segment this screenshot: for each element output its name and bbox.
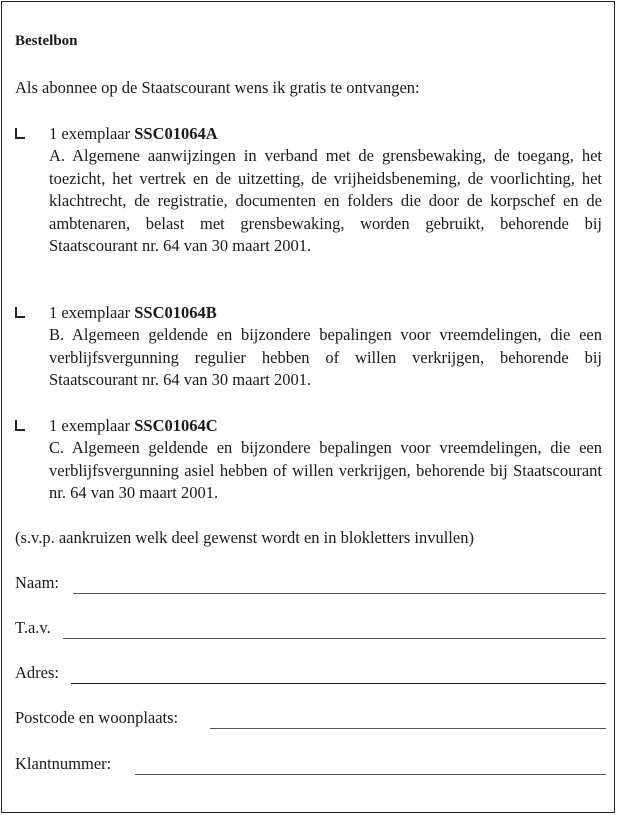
option-a-prefix: 1 exemplaar <box>49 124 135 143</box>
form-title: Bestelbon <box>15 33 78 49</box>
option-c-code: SSC01064C <box>134 416 218 435</box>
klantnummer-field[interactable] <box>15 753 606 777</box>
checkbox-b[interactable] <box>15 307 25 320</box>
klantnummer-line[interactable] <box>135 774 606 775</box>
checkbox-icon <box>15 420 25 431</box>
postcode-label: Postcode en woonplaats: <box>15 708 179 727</box>
option-a-heading <box>49 123 218 145</box>
adres-line[interactable] <box>71 683 606 684</box>
option-c-prefix: 1 exemplaar <box>49 416 135 435</box>
postcode-field[interactable] <box>15 707 606 731</box>
checkbox-a[interactable] <box>15 128 25 141</box>
checkbox-icon <box>15 307 25 318</box>
naam-line[interactable] <box>73 593 606 594</box>
tav-label: T.a.v. <box>15 618 51 637</box>
adres-label: Adres: <box>15 663 59 682</box>
naam-field[interactable] <box>15 572 606 596</box>
option-a-description: A. Algemene aanwijzingen in verband met de grensbewaking, de toegang, het toezicht, het vertrek en de uitzetting, de vrijheidsbeneming, de voorlichting, het klachtrecht, de registratie, documenten en folders die door de korpschef en de ambtenaren, belast met grensbewaking, worden gebruikt, behorende bij Staatscourant nr. 64 van 30 maart 2001. <box>49 146 602 255</box>
adres-field[interactable] <box>15 662 606 686</box>
option-b-heading <box>49 302 217 324</box>
order-form <box>1 1 615 813</box>
tav-field[interactable] <box>15 617 606 641</box>
option-a-code: SSC01064A <box>134 124 218 143</box>
option-b-description: B. Algemeen geldende en bijzondere bepalingen voor vreemdelingen, die een verblijfsvergunning regulier hebben of willen verkrijgen, behorende bij Staatscourant nr. 64 van 30 maart 2001. <box>49 325 602 389</box>
checkbox-c[interactable] <box>15 420 25 433</box>
option-c-heading <box>49 415 218 437</box>
postcode-line[interactable] <box>210 728 606 729</box>
tav-line[interactable] <box>63 638 606 639</box>
checkbox-icon <box>15 128 25 139</box>
klantnummer-label: Klantnummer: <box>15 754 112 773</box>
option-b-prefix: 1 exemplaar <box>49 303 135 322</box>
option-c-description: C. Algemeen geldende en bijzondere bepalingen voor vreemdelingen, die een verblijfsvergunning asiel hebben of willen verkrijgen, behorende bij Staatscourant nr. 64 van 30 maart 2001. <box>49 438 602 502</box>
option-b-code: SSC01064B <box>134 303 217 322</box>
form-intro: Als abonnee op de Staatscourant wens ik gratis te ontvangen: <box>15 78 420 97</box>
naam-label: Naam: <box>15 573 59 592</box>
form-note: (s.v.p. aankruizen welk deel gewenst wordt en in blokletters invullen) <box>15 528 474 547</box>
